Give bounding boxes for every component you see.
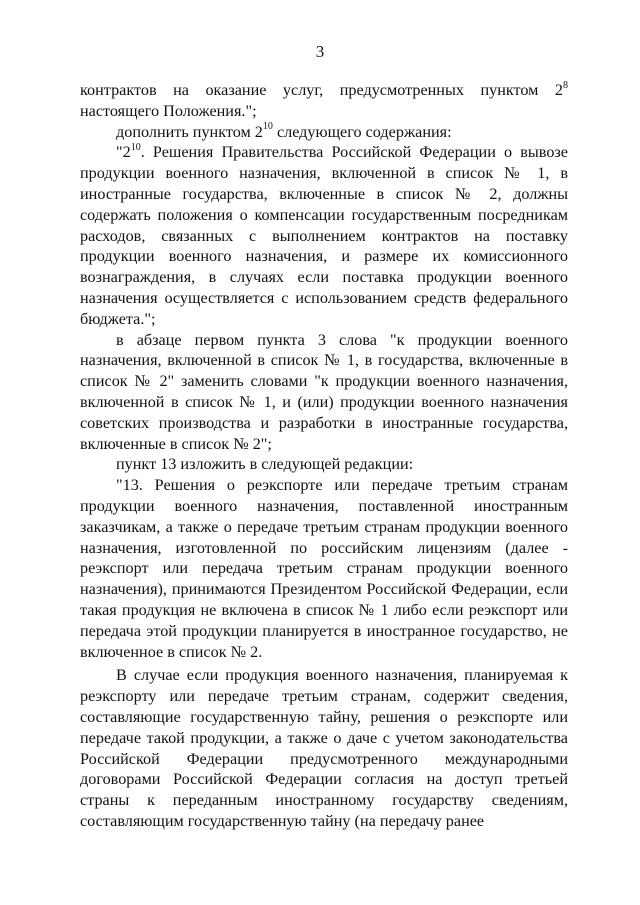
document-body [80,80,568,832]
paragraph-state-secret: В случае если продукция военного назначения, планируемая к реэкспорту или передаче третьим странам, содержит сведения, составляющие государственную тайну, решения о реэкспорте или передаче такой продукции, а также о даче с учетом законодательства Российской Федерации предусмотренного международными договорами Российской Федерации согласия на доступ третьей страны к переданным иностранному государству сведениям, составляющим государственную тайну (на передачу ранее [80,666,568,830]
paragraph-text: следующего содержания: [272,122,452,141]
paragraph-text: настоящего Положения."; [80,101,257,120]
superscript: 8 [563,79,568,91]
paragraph-point-13-intro: пункт 13 изложить в следующей редакции: [116,455,414,474]
superscript: 10 [130,142,141,153]
paragraph-add-point [80,122,568,143]
paragraph-point-3-amendment: в абзаце первом пункта 3 слова "к продукции военного назначения, включенной в список № 1, в государства, включенные в список № 2" заменить словами "к продукции военного назначения, включенной в список № 1, и (или) продукции военного назначения советских производства и разработки в иностранные государства, включенные в список № 2"; [80,330,568,453]
paragraph-contracts-continuation [80,80,568,122]
paragraph-text: контрактов на оказание услуг, предусмотренных пунктом 2 [80,81,563,99]
paragraph-text: "2 [116,143,131,162]
superscript: 10 [262,121,273,133]
paragraph-text: дополнить пунктом 2 [116,122,263,141]
paragraph-point-2-10 [80,142,568,329]
paragraph-point-13: "13. Решения о реэкспорте или передаче третьим странам продукции военного назначения, поставленной иностранным заказчикам, а также о передаче третьим странам продукции военного назначения, изготовленной по российским лицензиям (далее - реэкспорт или передача третьим странам продукции военного назначения), принимаются Президентом Российской Федерации, если такая продукция не включена в список № 1 либо если реэкспорт или передача этой продукции планируется в иностранное государство, не включенное в список № 2. [80,476,568,661]
page-number: 3 [315,42,325,61]
paragraph-text: . Решения Правительства Российской Федерации о вывозе продукции военного назначения, включенной в список № 1, в иностранные государства, включенные в список № 2, должны содержать положения о компенсации государственным посредникам расходов, связанных с выполнением контрактов на поставку продукции военного назначения, и размере их комиссионного вознаграждения, в случаях если поставка продукции военного назначения осуществляется с использованием средств федерального бюджета."; [80,143,568,328]
